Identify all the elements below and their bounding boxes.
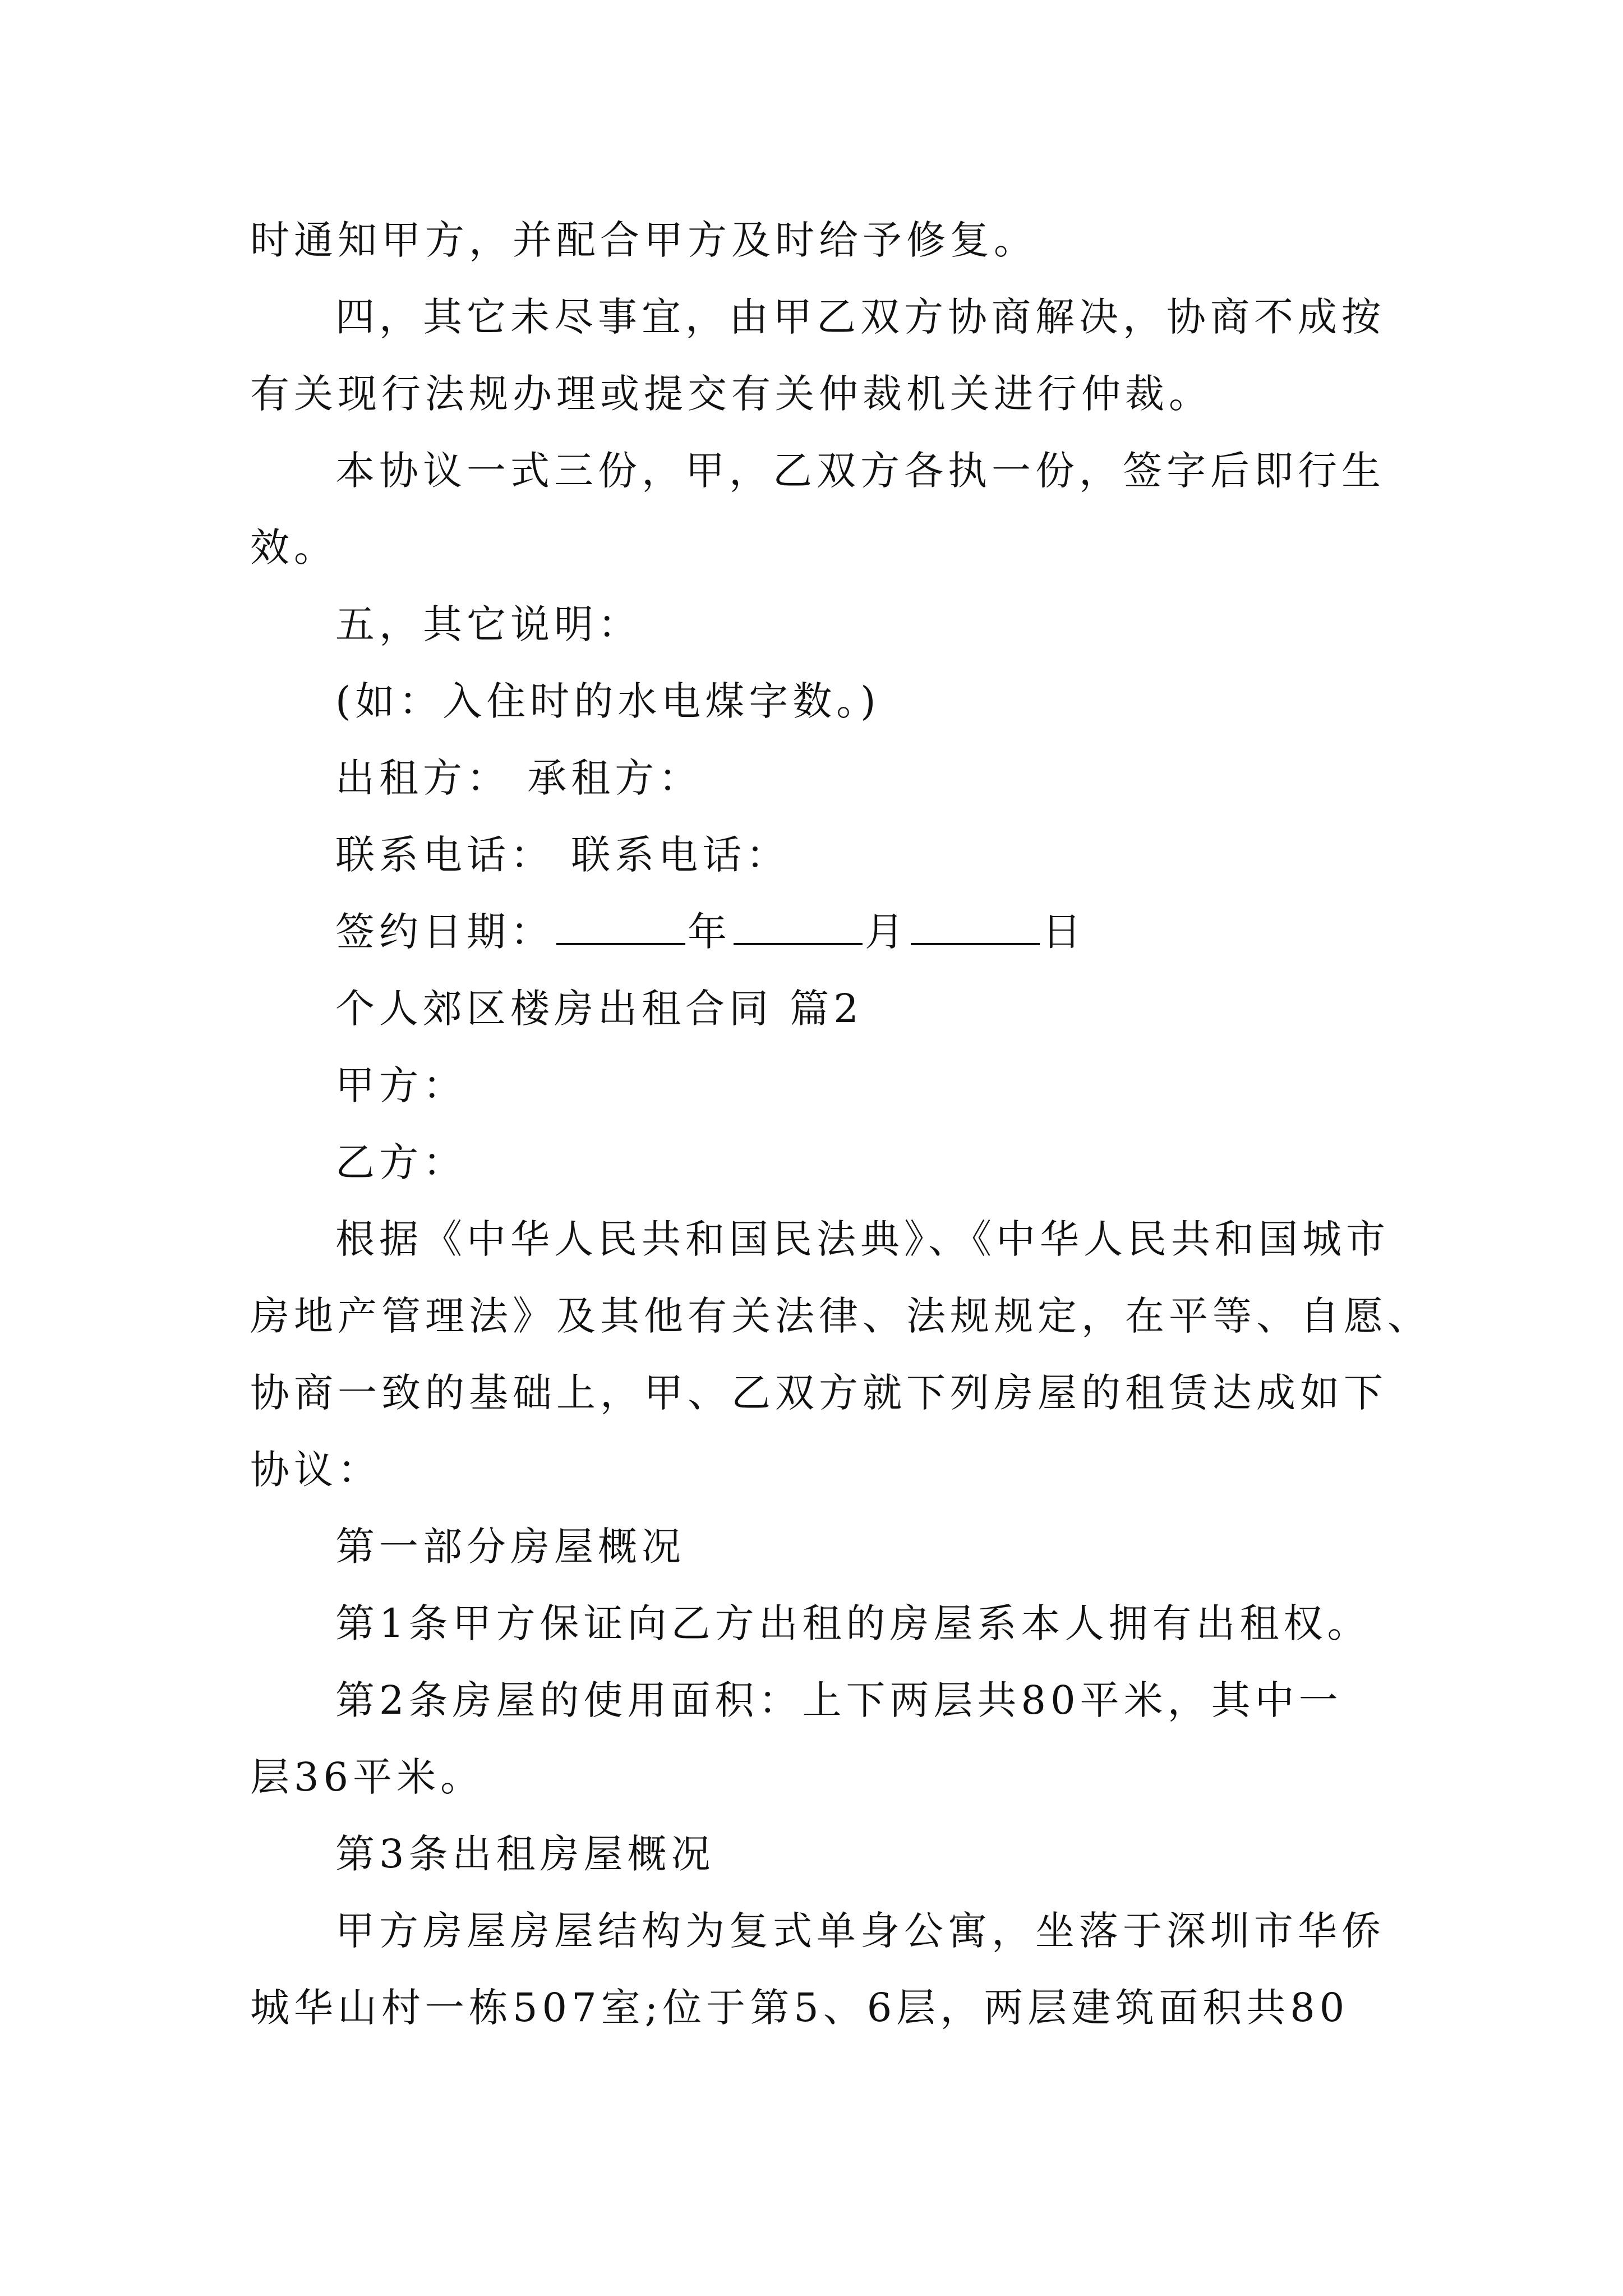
month-label: 月 — [865, 909, 909, 955]
paragraph-line: 协商一致的基础上，甲、乙双方就下列房屋的租赁达成如下 — [250, 1370, 1387, 1416]
example-note: (如：入住时的水电煤字数。) — [335, 678, 880, 724]
phone-line: 联系电话： 联系电话： — [335, 832, 790, 878]
party-a-line: 甲方： — [335, 1062, 467, 1108]
clause-four-line: 四，其它未尽事宜，由甲乙双方协商解决，协商不成按 — [335, 294, 1385, 340]
month-blank[interactable] — [734, 910, 863, 945]
signing-date-line — [250, 894, 1389, 970]
document-body — [250, 202, 1431, 2046]
parties-signature-line: 出租方： 承租方： — [335, 755, 703, 801]
day-label: 日 — [1042, 909, 1086, 955]
section-title: 个人郊区楼房出租合同 篇2 — [335, 986, 863, 1032]
paragraph-line: 协议： — [250, 1447, 381, 1493]
paragraph-line: 城华山村一栋507室;位于第5、6层，两层建筑面积共80 — [250, 1985, 1349, 2031]
article-three-line: 第3条出租房屋概况 — [335, 1831, 715, 1877]
property-description-line: 甲方房屋房屋结构为复式单身公寓，坐落于深圳市华侨 — [335, 1908, 1385, 1954]
article-two-line: 第2条房屋的使用面积：上下两层共80平米，其中一 — [335, 1677, 1343, 1723]
paragraph-line: 有关现行法规办理或提交有关仲裁机关进行仲裁。 — [250, 371, 1212, 417]
year-blank[interactable] — [556, 910, 685, 945]
paragraph-line: 效。 — [250, 524, 338, 570]
paragraph-line: 时通知甲方，并配合甲方及时给予修复。 — [250, 217, 1038, 263]
paragraph-line: 房地产管理法》及其他有关法律、法规规定，在平等、自愿、 — [250, 1293, 1431, 1339]
clause-five-heading: 五，其它说明： — [335, 601, 642, 647]
year-label: 年 — [688, 909, 731, 955]
part-one-heading: 第一部分房屋概况 — [335, 1524, 685, 1570]
paragraph-line: 层36平米。 — [250, 1754, 485, 1800]
signing-date-label: 签约日期： — [335, 909, 554, 955]
legal-basis-line: 根据《中华人民共和国民法典》、《中华人民共和国城市 — [335, 1216, 1390, 1262]
article-one-line: 第1条甲方保证向乙方出租的房屋系本人拥有出租权。 — [335, 1600, 1371, 1646]
party-b-line: 乙方： — [335, 1139, 467, 1185]
day-blank[interactable] — [911, 910, 1040, 945]
agreement-copies-line: 本协议一式三份，甲，乙双方各执一份，签字后即行生 — [335, 448, 1385, 494]
